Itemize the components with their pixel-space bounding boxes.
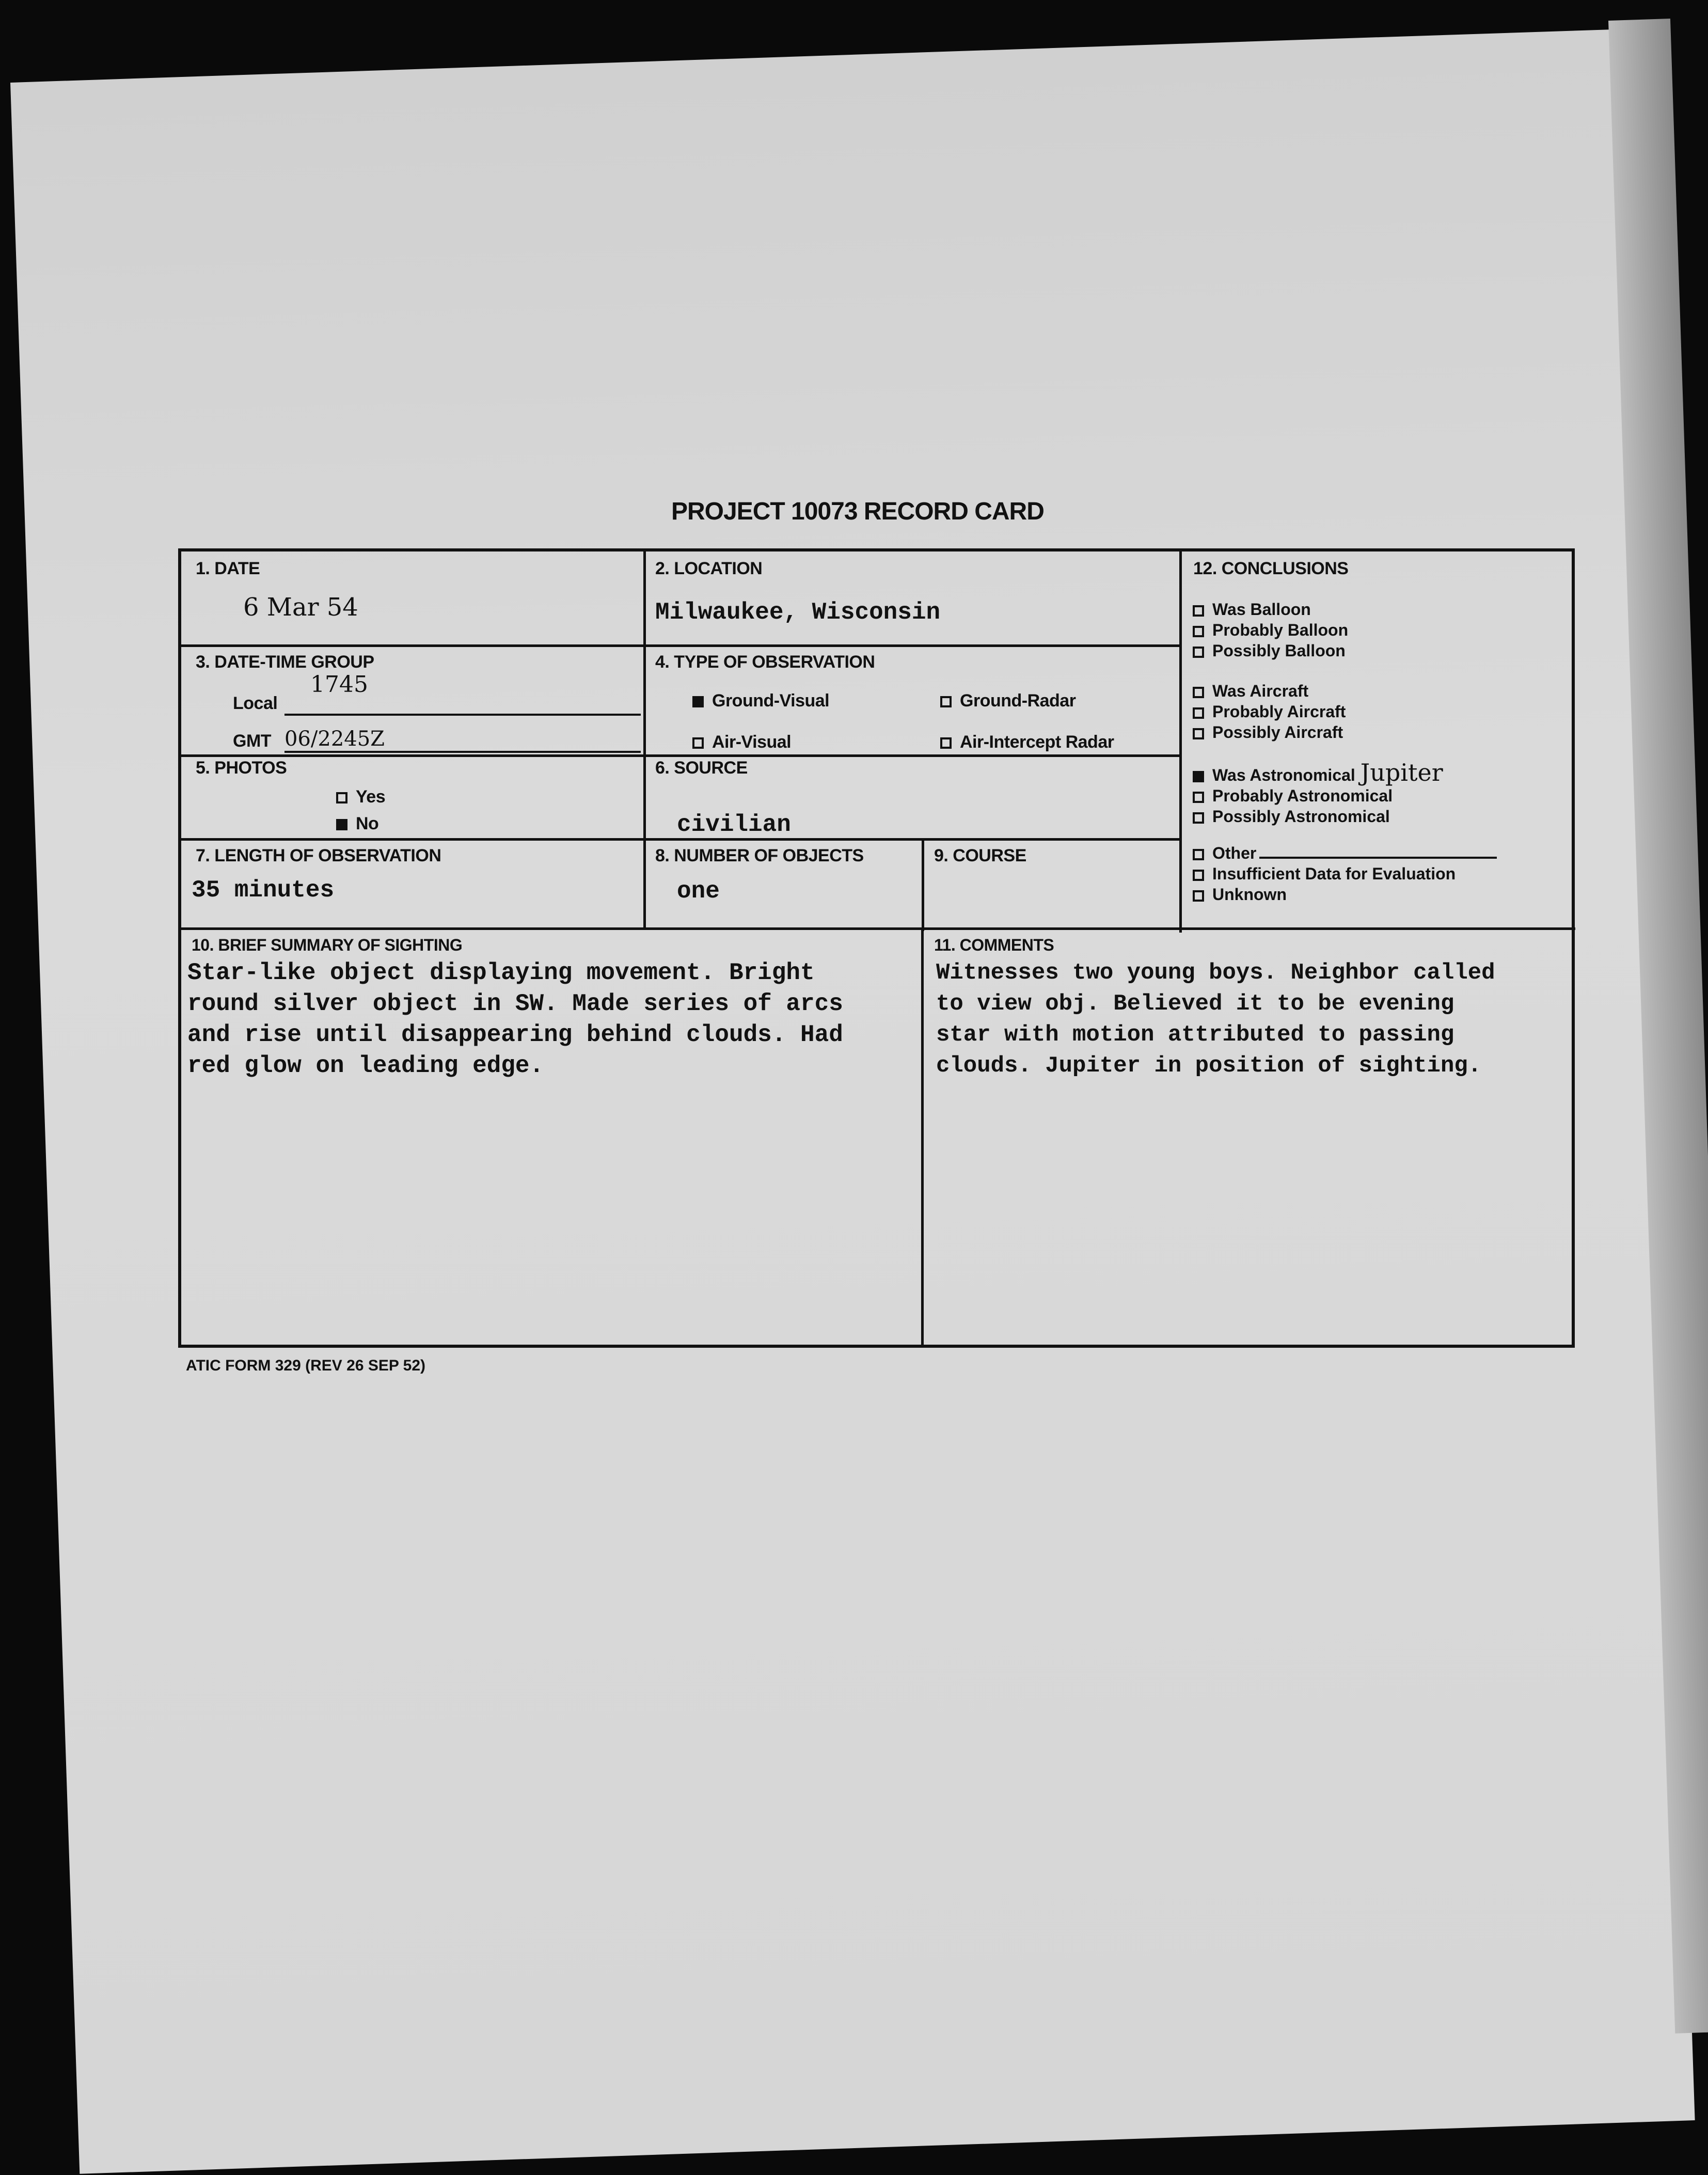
conclusion-option-was-astronomical[interactable]: Was Astronomical Jupiter: [1193, 762, 1443, 785]
comments-label: 11. COMMENTS: [934, 936, 1054, 954]
photos-option-yes[interactable]: Yes: [336, 787, 385, 807]
comments-line: clouds. Jupiter in position of sighting.: [936, 1053, 1482, 1079]
conclusion-option-probably-astronomical[interactable]: Probably Astronomical: [1193, 785, 1443, 806]
comments-text: [936, 957, 1495, 1081]
type-option-ground-visual[interactable]: Ground-Visual: [692, 691, 829, 711]
gmt-label: GMT: [233, 731, 272, 751]
local-time-label: Local: [233, 694, 278, 713]
type-option-air-intercept-radar[interactable]: Air-Intercept Radar: [940, 732, 1114, 752]
checkbox-icon: [1193, 707, 1204, 719]
checkbox-icon: [1193, 605, 1204, 617]
checkbox-icon: [1193, 728, 1204, 739]
checkbox-icon: [1193, 626, 1204, 637]
summary-text: [187, 957, 843, 1081]
comments-line: Witnesses two young boys. Neighbor called: [936, 960, 1495, 986]
grid-line: [643, 551, 646, 929]
source-value: civilian: [677, 811, 791, 838]
date-label: 1. DATE: [196, 559, 260, 578]
conclusion-option-was-balloon[interactable]: Was Balloon: [1193, 599, 1348, 620]
conclusion-option-was-aircraft[interactable]: Was Aircraft: [1193, 681, 1346, 701]
checkbox-icon: [1193, 890, 1204, 902]
checkbox-icon: [1193, 849, 1204, 860]
summary-line: and rise until disappearing behind clouds. Had: [187, 1021, 843, 1048]
checkbox-icon: [940, 737, 952, 749]
summary-line: red glow on leading edge.: [187, 1052, 544, 1079]
conclusion-option-possibly-astronomical[interactable]: Possibly Astronomical: [1193, 806, 1443, 827]
conclusion-group-astronomical: [1193, 759, 1443, 827]
conclusions-label: 12. CONCLUSIONS: [1193, 559, 1349, 578]
grid-line: [181, 838, 1180, 841]
grid-line: [181, 644, 1180, 647]
photos-option-no[interactable]: No: [336, 814, 378, 834]
type-of-observation-label: 4. TYPE OF OBSERVATION: [655, 652, 875, 672]
checkbox-icon: [692, 737, 704, 749]
number-of-objects-value: one: [677, 878, 720, 905]
checkbox-icon: [1193, 792, 1204, 803]
grid-line: [181, 927, 1575, 930]
conclusion-option-possibly-aircraft[interactable]: Possibly Aircraft: [1193, 722, 1346, 743]
comments-line: to view obj. Believed it to be evening: [936, 991, 1454, 1017]
gmt-value: 06/2245Z: [284, 727, 385, 751]
checkbox-icon: [940, 696, 952, 707]
conclusion-group-other: [1193, 843, 1497, 905]
summary-label: 10. BRIEF SUMMARY OF SIGHTING: [192, 936, 463, 954]
conclusion-option-possibly-balloon[interactable]: Possibly Balloon: [1193, 640, 1348, 661]
record-card: [178, 548, 1575, 1348]
conclusion-option-probably-aircraft[interactable]: Probably Aircraft: [1193, 701, 1346, 722]
comments-line: star with motion attributed to passing: [936, 1022, 1454, 1048]
location-value: Milwaukee, Wisconsin: [655, 599, 941, 626]
location-label: 2. LOCATION: [655, 559, 763, 578]
conclusion-group-balloon: [1193, 599, 1348, 661]
number-of-objects-label: 8. NUMBER OF OBJECTS: [655, 846, 864, 865]
local-time-underline: [284, 714, 641, 716]
form-number: ATIC FORM 329 (REV 26 SEP 52): [186, 1357, 426, 1374]
source-label: 6. SOURCE: [655, 758, 748, 778]
summary-line: Star-like object displaying movement. Bright: [187, 959, 815, 986]
conclusion-option-other[interactable]: Other: [1193, 843, 1497, 863]
checkbox-icon: [336, 792, 347, 803]
checkbox-icon: [1193, 687, 1204, 698]
course-label: 9. COURSE: [934, 846, 1026, 865]
checkbox-checked-icon: [692, 696, 704, 707]
checkbox-checked-icon: [1193, 771, 1204, 782]
checkbox-icon: [1193, 812, 1204, 824]
other-underline: [1259, 857, 1497, 859]
type-option-ground-radar[interactable]: Ground-Radar: [940, 691, 1076, 711]
date-value: 6 Mar 54: [243, 593, 358, 622]
length-of-observation-value: 35 minutes: [192, 877, 335, 904]
conclusion-option-probably-balloon[interactable]: Probably Balloon: [1193, 620, 1348, 640]
grid-line: [1179, 551, 1182, 933]
conclusion-group-aircraft: [1193, 681, 1346, 743]
checkbox-icon: [1193, 870, 1204, 881]
checkbox-icon: [1193, 647, 1204, 658]
type-option-air-visual[interactable]: Air-Visual: [692, 732, 791, 752]
local-time-value: 1745: [310, 671, 368, 698]
length-of-observation-label: 7. LENGTH OF OBSERVATION: [196, 846, 441, 865]
gmt-underline: [284, 751, 641, 753]
conclusion-option-unknown[interactable]: Unknown: [1193, 884, 1497, 905]
grid-line: [921, 928, 924, 1348]
grid-line: [181, 754, 1180, 757]
grid-line: [922, 838, 924, 931]
photos-label: 5. PHOTOS: [196, 758, 287, 778]
summary-line: round silver object in SW. Made series of arcs: [187, 990, 843, 1017]
conclusion-option-insufficient-data[interactable]: Insufficient Data for Evaluation: [1193, 863, 1497, 884]
conclusion-annotation: Jupiter: [1360, 759, 1443, 786]
card-title: PROJECT 10073 RECORD CARD: [671, 498, 1044, 525]
date-time-group-label: 3. DATE-TIME GROUP: [196, 652, 374, 672]
checkbox-checked-icon: [336, 819, 347, 830]
